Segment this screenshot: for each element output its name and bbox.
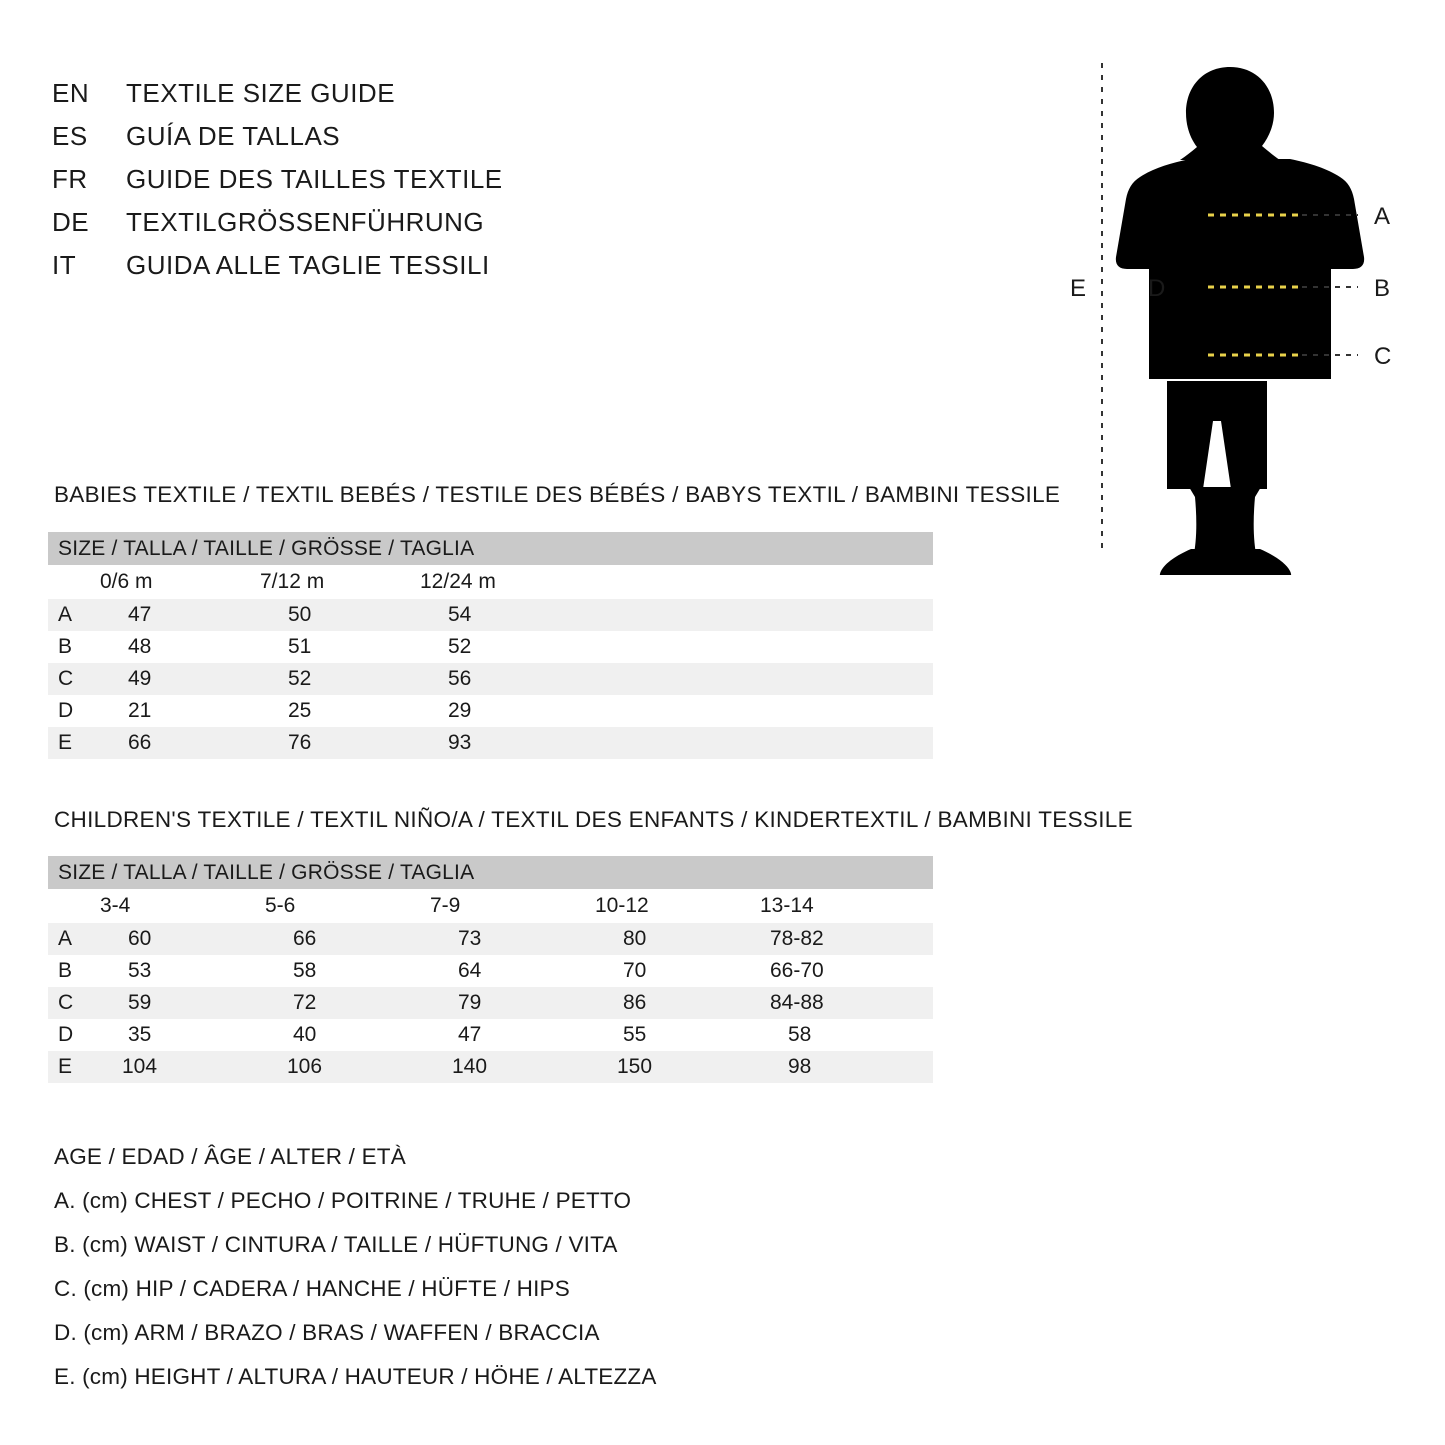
cell: 53 <box>100 955 265 987</box>
table-row <box>48 599 933 631</box>
babies-size-0: 0/6 m <box>100 565 260 599</box>
children-section-title: CHILDREN'S TEXTILE / TEXTIL NIÑO/A / TEXTIL DES ENFANTS / KINDERTEXTIL / BAMBINI TESSILE <box>54 807 1133 832</box>
cell: 64 <box>430 955 595 987</box>
empty-corner <box>48 565 100 599</box>
cell: 66 <box>100 727 260 759</box>
language-row <box>52 115 672 158</box>
legend-line-c: C. (cm) HIP / CADERA / HANCHE / HÜFTE / HIPS <box>54 1276 570 1301</box>
cell: 78-82 <box>760 923 933 955</box>
table-row <box>48 631 933 663</box>
table-header-band <box>48 532 933 565</box>
row-label: B <box>48 955 100 987</box>
cell: 79 <box>430 987 595 1019</box>
table-row <box>48 727 933 759</box>
row-label: A <box>48 599 100 631</box>
cell: 80 <box>595 923 760 955</box>
cell: 60 <box>100 923 265 955</box>
cell: 35 <box>100 1019 265 1051</box>
cell: 72 <box>265 987 430 1019</box>
table-row <box>48 955 933 987</box>
language-title: GUIDE DES TAILLES TEXTILE <box>126 164 503 194</box>
children-size-1: 5-6 <box>265 889 430 923</box>
table-row <box>48 663 933 695</box>
cell: 47 <box>430 1019 595 1051</box>
cell: 84-88 <box>760 987 933 1019</box>
legend-line-age: AGE / EDAD / ÂGE / ALTER / ETÀ <box>54 1144 406 1169</box>
cell: 52 <box>260 663 420 695</box>
row-label: A <box>48 923 100 955</box>
cell: 49 <box>100 663 260 695</box>
cell: 66-70 <box>760 955 933 987</box>
language-code: EN <box>52 78 90 108</box>
table-header-band <box>48 856 933 889</box>
cell: 70 <box>595 955 760 987</box>
cell: 55 <box>595 1019 760 1051</box>
language-row <box>52 72 672 115</box>
cell: 29 <box>420 695 933 727</box>
row-label: E <box>48 1051 100 1083</box>
language-title-list <box>52 72 672 287</box>
cell: 56 <box>420 663 933 695</box>
marker-label-c: C <box>1374 343 1392 370</box>
babies-size-table <box>48 532 933 759</box>
table-row <box>48 987 933 1019</box>
cell: 54 <box>420 599 933 631</box>
language-code: FR <box>52 164 88 194</box>
cell: 86 <box>595 987 760 1019</box>
language-code: DE <box>52 207 90 237</box>
cell: 150 <box>595 1051 760 1083</box>
children-size-2: 7-9 <box>430 889 595 923</box>
cell: 47 <box>100 599 260 631</box>
language-row <box>52 244 672 287</box>
language-title: GUÍA DE TALLAS <box>126 121 341 151</box>
row-label: C <box>48 987 100 1019</box>
cell: 25 <box>260 695 420 727</box>
cell: 66 <box>265 923 430 955</box>
language-title: GUIDA ALLE TAGLIE TESSILI <box>126 250 490 280</box>
cell: 104 <box>100 1051 265 1083</box>
legend-line-a: A. (cm) CHEST / PECHO / POITRINE / TRUHE / PETTO <box>54 1188 632 1213</box>
language-title: TEXTILE SIZE GUIDE <box>126 78 396 108</box>
cell: 140 <box>430 1051 595 1083</box>
cell: 76 <box>260 727 420 759</box>
babies-size-2: 12/24 m <box>420 565 933 599</box>
marker-label-a: A <box>1374 203 1391 230</box>
cell: 58 <box>760 1019 933 1051</box>
legend-line-d: D. (cm) ARM / BRAZO / BRAS / WAFFEN / BRACCIA <box>54 1320 600 1345</box>
cell: 106 <box>265 1051 430 1083</box>
language-title: TEXTILGRÖSSENFÜHRUNG <box>126 207 485 237</box>
cell: 48 <box>100 631 260 663</box>
child-silhouette-figure <box>1040 55 1420 575</box>
language-code: IT <box>52 250 77 280</box>
babies-size-1: 7/12 m <box>260 565 420 599</box>
cell: 73 <box>430 923 595 955</box>
language-row <box>52 158 672 201</box>
silhouette-shape <box>1116 67 1364 575</box>
cell: 59 <box>100 987 265 1019</box>
measurement-legend <box>54 1135 854 1399</box>
table-row <box>48 695 933 727</box>
children-size-4: 13-14 <box>760 889 933 923</box>
row-label: E <box>48 727 100 759</box>
marker-label-e: E <box>1070 275 1087 302</box>
legend-line-e: E. (cm) HEIGHT / ALTURA / HAUTEUR / HÖHE / ALTEZZA <box>54 1364 657 1389</box>
row-label: D <box>48 1019 100 1051</box>
language-code: ES <box>52 121 88 151</box>
children-size-3: 10-12 <box>595 889 760 923</box>
cell: 93 <box>420 727 933 759</box>
children-size-row <box>48 889 933 923</box>
table-row <box>48 923 933 955</box>
row-label: D <box>48 695 100 727</box>
marker-label-b: B <box>1374 275 1391 302</box>
cell: 51 <box>260 631 420 663</box>
marker-label-d: D <box>1148 275 1166 302</box>
babies-size-row <box>48 565 933 599</box>
language-row <box>52 201 672 244</box>
table-row <box>48 1051 933 1083</box>
legend-line-b: B. (cm) WAIST / CINTURA / TAILLE / HÜFTUNG / VITA <box>54 1232 618 1257</box>
row-label: B <box>48 631 100 663</box>
cell: 50 <box>260 599 420 631</box>
row-label: C <box>48 663 100 695</box>
children-band-label: SIZE / TALLA / TAILLE / GRÖSSE / TAGLIA <box>48 856 933 889</box>
cell: 21 <box>100 695 260 727</box>
table-row <box>48 1019 933 1051</box>
babies-band-label: SIZE / TALLA / TAILLE / GRÖSSE / TAGLIA <box>48 532 933 565</box>
cell: 98 <box>760 1051 933 1083</box>
children-size-0: 3-4 <box>100 889 265 923</box>
cell: 58 <box>265 955 430 987</box>
babies-section-title: BABIES TEXTILE / TEXTIL BEBÉS / TESTILE DES BÉBÉS / BABYS TEXTIL / BAMBINI TESSILE <box>54 482 1061 507</box>
cell: 40 <box>265 1019 430 1051</box>
cell: 52 <box>420 631 933 663</box>
empty-corner <box>48 889 100 923</box>
children-size-table <box>48 856 933 1083</box>
